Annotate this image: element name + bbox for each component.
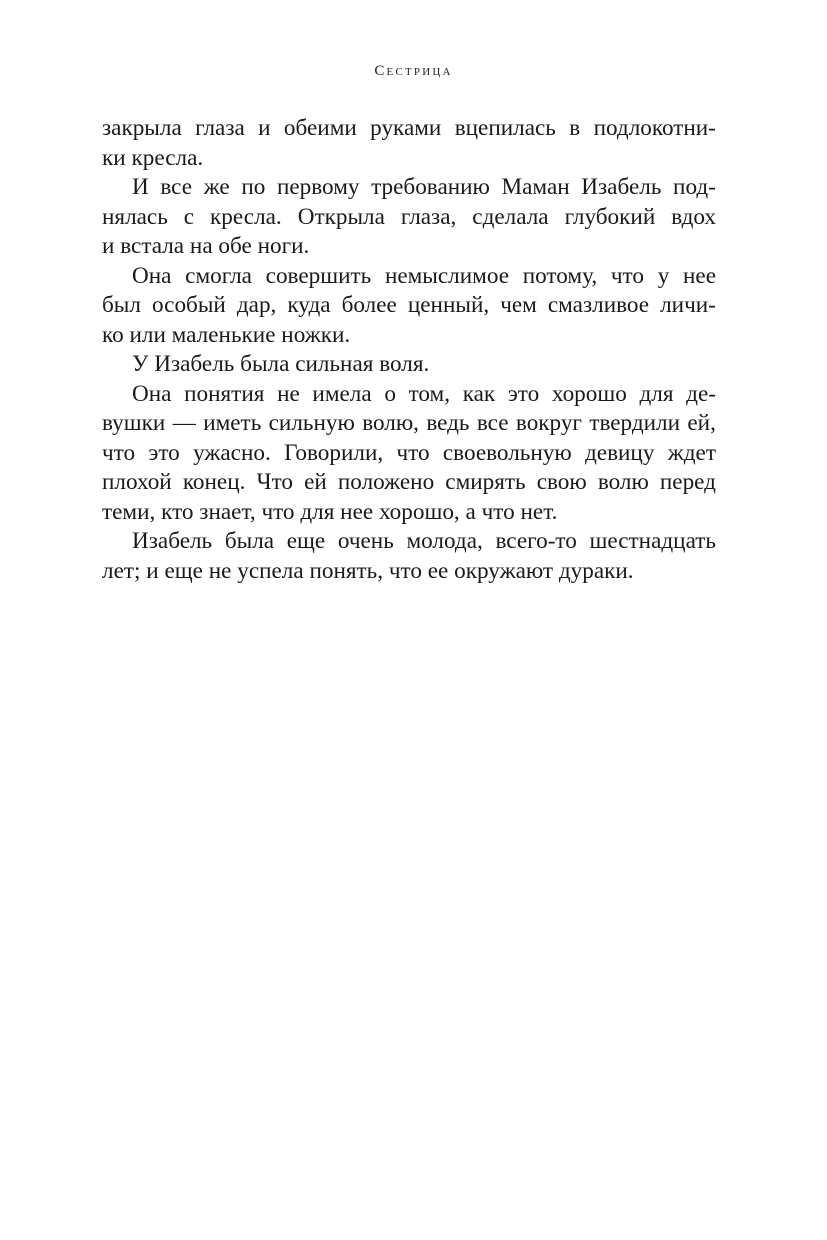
text-line: лет; и еще не успела понять, что ее окружают дураки.: [102, 557, 634, 584]
paragraph: [102, 350, 716, 380]
text-line: теми, кто знает, что для нее хорошо, а что нет.: [102, 498, 558, 525]
running-head: Сестрица: [374, 63, 453, 79]
paragraph: [102, 527, 716, 586]
text-line: нялась с кресла. Открыла глаза, сделала глубокий вдох: [102, 203, 716, 230]
text-line: Изабель была еще очень молода, всего-то шестнадцать: [132, 528, 716, 554]
text-line: плохой конец. Что ей положено смирять свою волю перед: [102, 469, 716, 495]
text-line: был особый дар, куда более ценный, чем смазливое личи-: [102, 292, 716, 318]
paragraph: [102, 173, 716, 262]
text-line: У Изабель была сильная воля.: [132, 351, 430, 377]
body-text: [102, 114, 716, 586]
text-line: и встала на обе ноги.: [102, 233, 310, 259]
paragraph: [102, 114, 716, 173]
text-line: ки кресла.: [102, 144, 204, 171]
text-line: закрыла глаза и обеими руками вцепилась в подлокотни-: [102, 115, 716, 141]
paragraph: [102, 262, 716, 351]
text-line: И все же по первому требованию Маман Изабель под-: [132, 174, 716, 200]
text-line: Она понятия не имела о том, как это хорошо для де-: [132, 380, 716, 407]
text-line: ко или маленькие ножки.: [102, 321, 351, 348]
paragraph: [102, 380, 716, 528]
text-line: Она смогла совершить немыслимое потому, что у нее: [132, 262, 716, 289]
text-line: вушки — иметь сильную волю, ведь все вокруг твердили ей,: [102, 410, 716, 436]
text-line: что это ужасно. Говорили, что своевольную девицу ждет: [102, 439, 716, 466]
